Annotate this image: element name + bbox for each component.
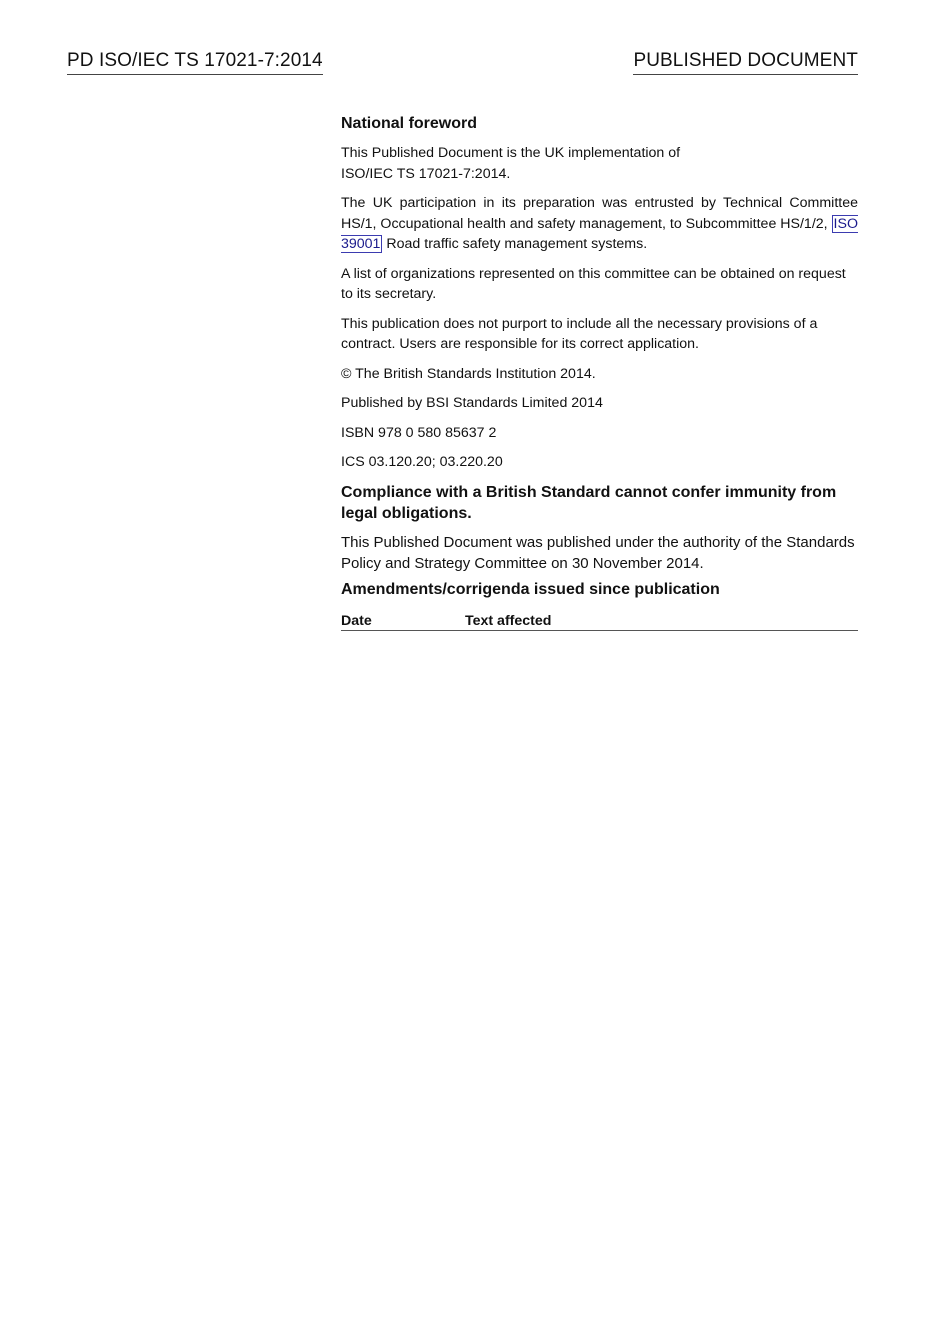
amendments-title: Amendments/corrigenda issued since publication <box>341 580 720 598</box>
participation-text-before: The UK participation in its preparation was entrusted by Technical Committee HS/1, Occupational health and safety management, to Subcommittee HS/1/2, <box>341 195 858 232</box>
publisher-line: Published by BSI Standards Limited 2014 <box>341 395 603 411</box>
date-column-header: Date <box>341 610 465 631</box>
iso-39001-link[interactable]: ISO 39001 <box>341 215 858 252</box>
compliance-statement: Compliance with a British Standard cannot confer immunity from legal obligations. <box>341 483 837 522</box>
organizations-paragraph: A list of organizations represented on this committee can be obtained on request to its secretary. <box>341 265 846 302</box>
text-affected-column-header: Text affected <box>465 610 858 631</box>
copyright-line: © The British Standards Institution 2014. <box>341 365 596 382</box>
participation-paragraph <box>341 193 858 255</box>
ics-line: ICS 03.120.20; 03.220.20 <box>341 454 503 470</box>
amendments-header-row <box>341 610 858 631</box>
national-foreword-section <box>341 113 858 631</box>
authority-paragraph: This Published Document was published under the authority of the Standards Policy and Strategy Committee on 30 November 2014. <box>341 533 855 572</box>
foreword-title: National foreword <box>341 115 478 132</box>
amendments-table <box>341 610 858 631</box>
contract-paragraph: This publication does not purport to include all the necessary provisions of a contract. Users are responsible for its correct application. <box>341 315 818 352</box>
document-id-header: PD ISO/IEC TS 17021-7:2014 <box>67 49 323 75</box>
document-type-header: PUBLISHED DOCUMENT <box>633 49 858 75</box>
intro-paragraph: This Published Document is the UK implementation of ISO/IEC TS 17021-7:2014. <box>341 145 681 182</box>
isbn-line: ISBN 978 0 580 85637 2 <box>341 424 497 441</box>
participation-text-after: Road traffic safety management systems. <box>386 236 648 252</box>
